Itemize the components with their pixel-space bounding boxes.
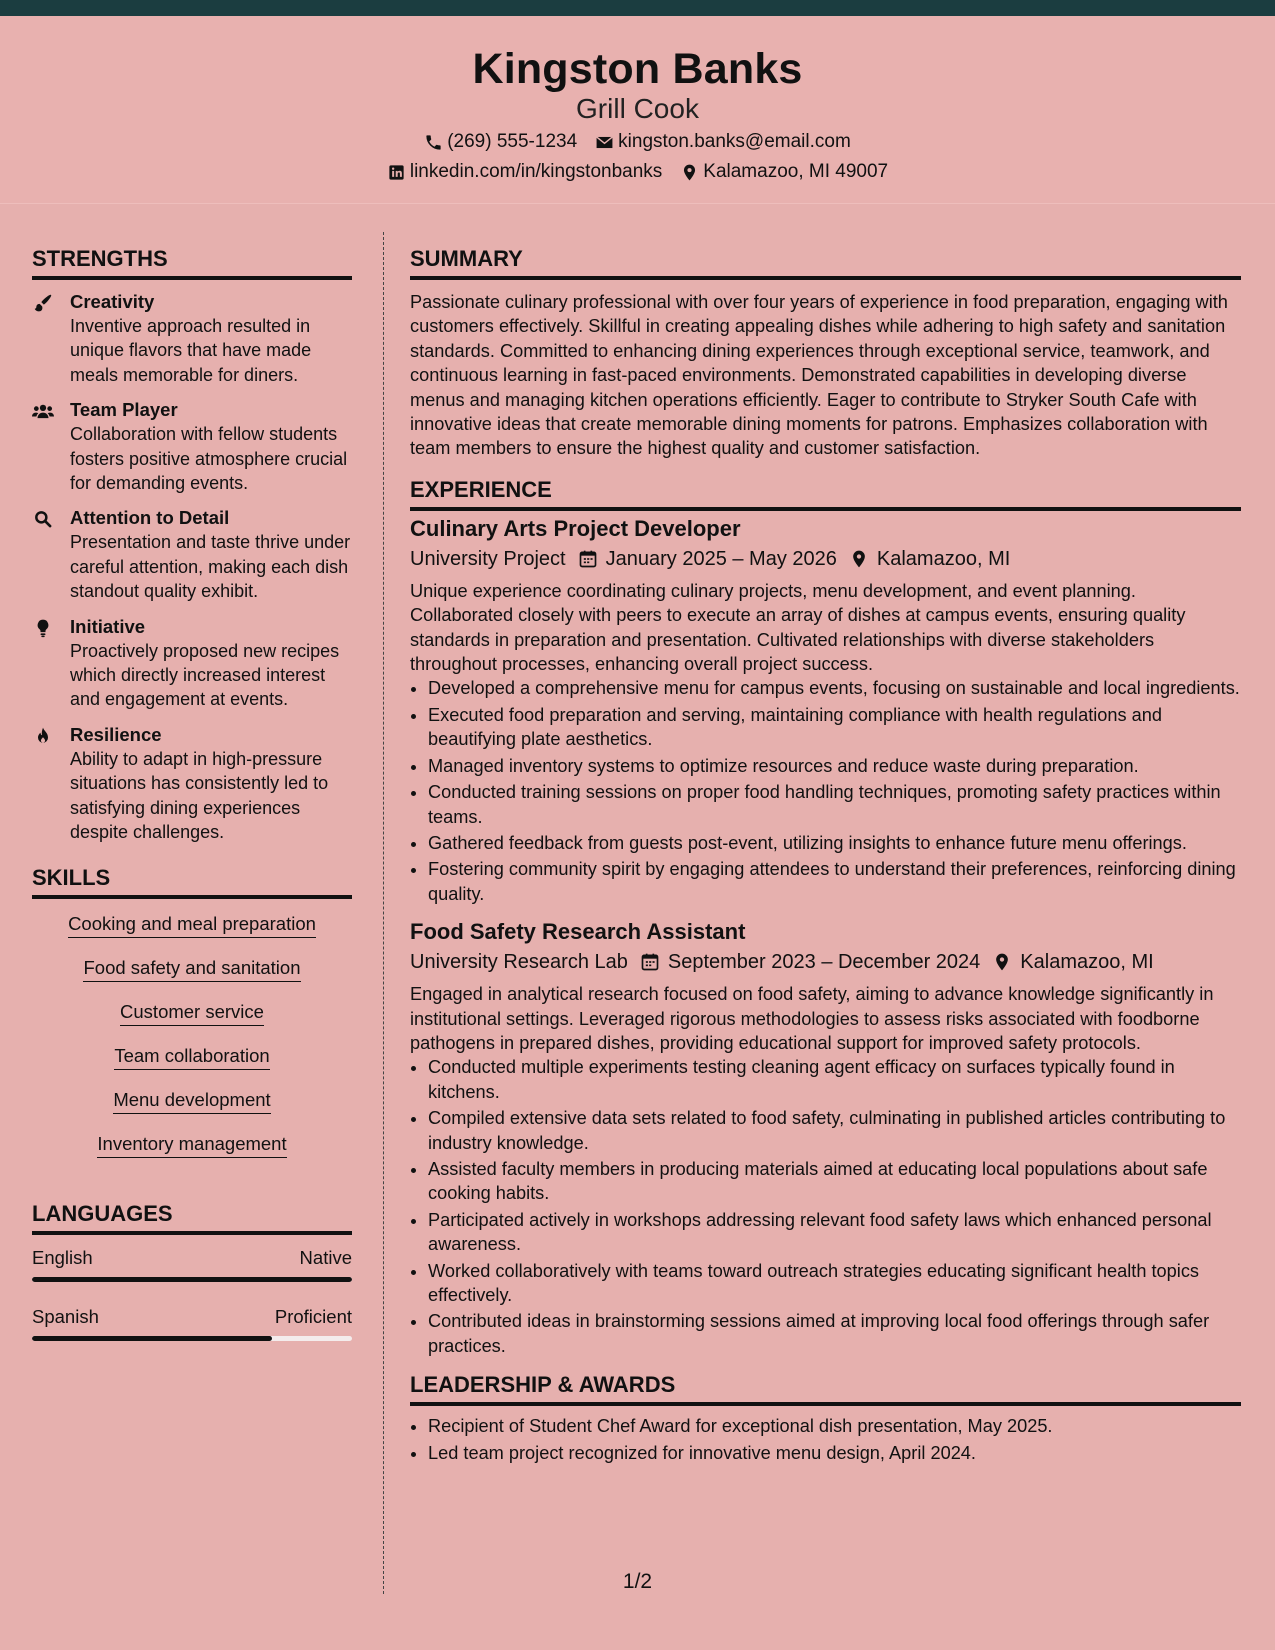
strength-item bbox=[32, 506, 352, 603]
strength-title: Team Player bbox=[70, 399, 178, 421]
phone-text: (269) 555-1234 bbox=[447, 131, 578, 152]
award-item: • Led team project recognized for innovative menu design, April 2024. bbox=[428, 1441, 1241, 1465]
language-bar-fill bbox=[32, 1336, 272, 1341]
job-bullet: • Compiled extensive data sets related to food safety, culminating in published articles contributing to industry knowledge. bbox=[428, 1106, 1241, 1155]
skill-item: Menu development bbox=[113, 1087, 270, 1114]
job-bullet: • Contributed ideas in brainstorming sessions aimed at improving local food offerings through safer practices. bbox=[428, 1309, 1241, 1358]
map-pin-icon bbox=[849, 549, 869, 569]
job-bullet: • Participated actively in workshops addressing relevant food safety laws which enhanced personal awareness. bbox=[428, 1208, 1241, 1257]
brush-icon bbox=[32, 293, 54, 313]
job-meta bbox=[410, 946, 1241, 978]
award-item: • Recipient of Student Chef Award for exceptional dish presentation, May 2025. bbox=[428, 1414, 1241, 1438]
awards-heading: LEADERSHIP & AWARDS bbox=[410, 1370, 1241, 1406]
summary-text: Passionate culinary professional with over four years of experience in food preparation, engaging with customers effectively. Skillful in creating appealing dishes while adhering to high safety and sanitation standards. Committed to enhancing dining experiences through exceptional service, teamwork, and continuous learning in fast-paced environments. Demonstrated capabilities in developing diverse menus and managing kitchen operations efficiently. Eager to contribute to Stryker South Cafe with innovative ideas that create memorable dining moments for patrons. Emphasizes collaboration with team members to ensure the highest quality and customer satisfaction. bbox=[410, 292, 1228, 459]
strength-title: Initiative bbox=[70, 615, 146, 637]
strengths-heading: STRENGTHS bbox=[32, 244, 352, 280]
strength-title: Resilience bbox=[70, 723, 162, 745]
calendar-icon bbox=[578, 549, 598, 569]
strength-desc: Proactively proposed new recipes which directly increased interest and engagement at events. bbox=[70, 640, 340, 710]
job-bullet: • Gathered feedback from guests post-event, utilizing insights to enhance future menu offerings. bbox=[428, 831, 1241, 855]
job-location: Kalamazoo, MI bbox=[876, 547, 1011, 570]
right-column bbox=[410, 244, 1241, 1467]
language-bar bbox=[32, 1277, 352, 1282]
language-item bbox=[32, 1245, 352, 1282]
column-divider bbox=[383, 232, 384, 1594]
skill-item: Food safety and sanitation bbox=[83, 955, 300, 982]
strength-desc: Presentation and taste thrive under careful attention, making each dish standout quality exhibit. bbox=[70, 532, 351, 602]
skills-heading: SKILLS bbox=[32, 863, 352, 899]
language-item bbox=[32, 1304, 352, 1341]
linkedin-icon bbox=[387, 163, 406, 182]
language-name: Spanish bbox=[32, 1305, 99, 1327]
job-bullet: • Developed a comprehensive menu for campus events, focusing on sustainable and local ingredients. bbox=[428, 676, 1241, 700]
job-title: Grill Cook bbox=[576, 93, 699, 124]
strength-desc: Collaboration with fellow students fosters positive atmosphere crucial for demanding events. bbox=[70, 424, 348, 494]
search-icon bbox=[32, 509, 54, 529]
job-entry-title: Food Safety Research Assistant bbox=[410, 919, 746, 945]
location-contact bbox=[680, 160, 888, 184]
strength-item bbox=[32, 723, 352, 845]
experience-heading: EXPERIENCE bbox=[410, 475, 1241, 511]
job-bullet: • Fostering community spirit by engaging attendees to understand their preferences, reinforcing dining quality. bbox=[428, 857, 1241, 906]
job-entry bbox=[410, 918, 1241, 1358]
lightbulb-icon bbox=[32, 618, 54, 638]
job-org: University Research Lab bbox=[410, 951, 628, 974]
language-level: Proficient bbox=[274, 1305, 352, 1327]
job-bullet: • Worked collaboratively with teams toward outreach strategies educating significant health topics effectively. bbox=[428, 1259, 1241, 1308]
skills-list bbox=[32, 909, 352, 1173]
email-contact[interactable] bbox=[595, 130, 851, 154]
linkedin-contact[interactable] bbox=[387, 160, 662, 184]
language-bar-fill bbox=[32, 1277, 352, 1282]
candidate-name: Kingston Banks bbox=[472, 45, 803, 93]
linkedin-text: linkedin.com/in/kingstonbanks bbox=[409, 161, 663, 182]
language-level: Native bbox=[299, 1246, 352, 1268]
language-bar bbox=[32, 1336, 352, 1341]
map-pin-icon bbox=[992, 952, 1012, 972]
job-meta bbox=[410, 543, 1241, 575]
page-number: 1/2 bbox=[622, 1570, 653, 1593]
job-org: University Project bbox=[410, 547, 566, 570]
flame-icon bbox=[32, 726, 54, 746]
phone-icon bbox=[424, 133, 443, 152]
job-bullet: • Conducted multiple experiments testing cleaning agent efficacy on surfaces typically found in kitchens. bbox=[428, 1055, 1241, 1104]
job-dates: September 2023 – December 2024 bbox=[667, 951, 981, 974]
strength-desc: Ability to adapt in high-pressure situations has consistently led to satisfying dining experiences despite challenges. bbox=[70, 748, 329, 843]
skill-item: Inventory management bbox=[97, 1131, 286, 1158]
languages-heading: LANGUAGES bbox=[32, 1199, 352, 1235]
job-bullet: • Executed food preparation and serving, maintaining compliance with health regulations and beautifying plate aesthetics. bbox=[428, 703, 1241, 752]
awards-list bbox=[428, 1414, 1241, 1465]
job-description: Engaged in analytical research focused on food safety, aiming to advance knowledge significantly in institutional settings. Leveraged rigorous methodologies to assess risks associated with foodborne pathogens in prepared dishes, providing educational support for improved safety protocols. bbox=[410, 984, 1214, 1053]
job-bullets bbox=[428, 676, 1241, 906]
top-accent-bar bbox=[0, 0, 1275, 16]
phone-contact[interactable] bbox=[424, 130, 577, 154]
language-name: English bbox=[32, 1246, 93, 1268]
strength-item bbox=[32, 398, 352, 495]
users-icon bbox=[32, 401, 54, 421]
skill-item: Cooking and meal preparation bbox=[68, 911, 316, 938]
job-entry-title: Culinary Arts Project Developer bbox=[410, 515, 741, 541]
job-bullet: • Conducted training sessions on proper food handling techniques, promoting safety practices within teams. bbox=[428, 780, 1241, 829]
map-pin-icon bbox=[680, 163, 699, 182]
job-bullet: • Assisted faculty members in producing materials aimed at educating local populations about safe cooking habits. bbox=[428, 1157, 1241, 1206]
job-location: Kalamazoo, MI bbox=[1020, 951, 1154, 974]
job-dates: January 2025 – May 2026 bbox=[605, 547, 837, 570]
summary-heading: SUMMARY bbox=[410, 244, 1241, 280]
strength-item bbox=[32, 615, 352, 712]
contact-row-1 bbox=[0, 130, 1275, 154]
resume-header bbox=[0, 16, 1275, 204]
skill-item: Customer service bbox=[120, 999, 264, 1026]
skill-item: Team collaboration bbox=[114, 1043, 269, 1070]
left-column bbox=[32, 244, 352, 1363]
location-text: Kalamazoo, MI 49007 bbox=[703, 161, 889, 182]
job-bullet: • Managed inventory systems to optimize resources and reduce waste during preparation. bbox=[428, 754, 1241, 778]
strength-title: Creativity bbox=[70, 291, 155, 312]
envelope-icon bbox=[595, 133, 614, 152]
job-bullets bbox=[428, 1055, 1241, 1358]
calendar-icon bbox=[640, 952, 660, 972]
strength-desc: Inventive approach resulted in unique flavors that have made meals memorable for diners. bbox=[70, 316, 312, 385]
job-entry bbox=[410, 515, 1241, 906]
strength-title: Attention to Detail bbox=[70, 507, 230, 529]
contact-row-2 bbox=[0, 160, 1275, 184]
strength-item bbox=[32, 290, 352, 387]
job-description: Unique experience coordinating culinary projects, menu development, and event planning. Collaborated closely with peers to execute an array of dishes at campus events, ensuring quality standards in preparation and presentation. Cultivated relationships with diverse stakeholders throughout processes, enhancing overall project success. bbox=[410, 580, 1186, 675]
email-text: kingston.banks@email.com bbox=[618, 131, 851, 152]
